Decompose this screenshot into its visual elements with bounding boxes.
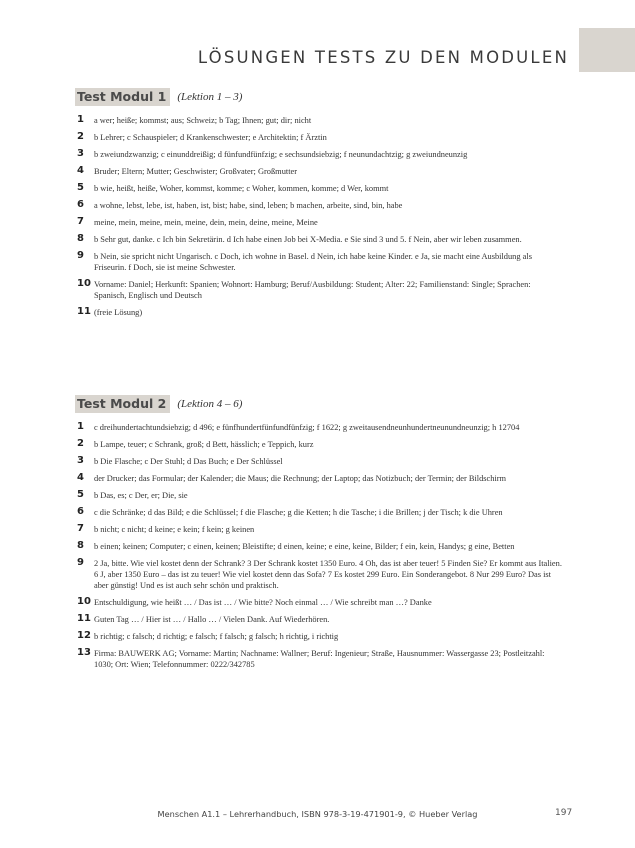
answer-item <box>75 524 565 535</box>
item-number: 8 <box>77 540 84 551</box>
answer-item <box>75 648 565 670</box>
section-title: Test Modul 1 <box>75 88 170 106</box>
item-number: 6 <box>77 506 84 517</box>
item-text: c dreihundertachtundsiebzig; d 496; e fünfhundertfünfundfünfzig; f 1622; g zweitausendneunhundertneunundneunzig; h 12704 <box>94 423 520 432</box>
item-number: 3 <box>77 455 84 466</box>
item-text: c die Schränke; d das Bild; e die Schlüssel; f die Flasche; g die Ketten; h die Tasche; i die Brillen; j der Tisch; k die Uhren <box>94 508 503 517</box>
item-number: 10 <box>77 596 91 607</box>
item-number: 9 <box>77 250 84 261</box>
item-text: a wohne, lebst, lebe, ist, haben, ist, bist; habe, sind, leben; b machen, arbeite, sind, bin, habe <box>94 201 403 210</box>
answer-item <box>75 558 565 591</box>
item-text: b zweiundzwanzig; c einunddreißig; d fünfundfünfzig; e sechsundsiebzig; f neunundachtzig; g zweiundneunzig <box>94 150 468 159</box>
answer-item <box>75 307 565 318</box>
answer-item <box>75 251 565 273</box>
item-number: 7 <box>77 523 84 534</box>
item-text: a wer; heiße; kommst; aus; Schweiz; b Tag; Ihnen; gut; dir; nicht <box>94 116 312 125</box>
item-text: meine, mein, meine, mein, meine, dein, mein, deine, meine, Meine <box>94 218 318 227</box>
item-number: 11 <box>77 306 91 317</box>
section-title: Test Modul 2 <box>75 395 170 413</box>
item-number: 3 <box>77 148 84 159</box>
answer-item <box>75 541 565 552</box>
item-number: 11 <box>77 613 91 624</box>
item-text: b Nein, sie spricht nicht Ungarisch. c Doch, ich wohne in Basel. d Nein, ich habe keine Kinder. e Ja, sie macht eine Ausbildung als Friseurin. f Doch, sie ist meine Schwester. <box>94 252 532 272</box>
item-number: 13 <box>77 647 91 658</box>
item-text: b Lampe, teuer; c Schrank, groß; d Bett, hässlich; e Teppich, kurz <box>94 440 314 449</box>
item-number: 8 <box>77 233 84 244</box>
item-number: 12 <box>77 630 91 641</box>
answer-item <box>75 631 565 642</box>
item-number: 4 <box>77 472 84 483</box>
item-text: der Drucker; das Formular; der Kalender; die Maus; die Rechnung; der Laptop; das Notizbuch; der Termin; der Bildschirm <box>94 474 507 483</box>
answer-list <box>75 115 565 318</box>
answer-item <box>75 490 565 501</box>
section-header <box>75 395 565 413</box>
item-text: 2 Ja, bitte. Wie viel kostet denn der Schrank? 3 Der Schrank kostet 1350 Euro. 4 Oh, das ist aber teuer! 5 Finden Sie? Er kommt aus Italien. 6 J, aber 1350 Euro – das ist zu teuer! Wie viel kostet denn das Sofa? 7 Es kostet 299 Euro. Ein Sonderangebot. 8 Nur 299 Euro? Das ist aber günstig! Und es ist auch sehr schön und praktisch. <box>94 559 562 590</box>
answer-item <box>75 234 565 245</box>
item-text: Bruder; Eltern; Mutter; Geschwister; Großvater; Großmutter <box>94 167 298 176</box>
answer-item <box>75 183 565 194</box>
page-title: LÖSUNGEN TESTS ZU DEN MODULEN <box>197 48 569 67</box>
page-number: 197 <box>555 808 573 818</box>
item-number: 1 <box>77 421 84 432</box>
answer-item <box>75 422 565 433</box>
item-text: Vorname: Daniel; Herkunft: Spanien; Wohnort: Hamburg; Beruf/Ausbildung: Student; Alter: 22; Familienstand: Single; Sprachen: Spanisch, Englisch und Deutsch <box>94 280 531 300</box>
answer-item <box>75 166 565 177</box>
answer-item <box>75 217 565 228</box>
answer-item <box>75 149 565 160</box>
section-test-modul-1 <box>75 88 565 324</box>
item-number: 1 <box>77 114 84 125</box>
item-text: Entschuldigung, wie heißt … / Das ist … / Wie bitte? Noch einmal … / Wie schreibt man …? Danke <box>94 598 432 607</box>
item-number: 5 <box>77 489 84 500</box>
answer-list <box>75 422 565 670</box>
answer-item <box>75 507 565 518</box>
item-text: b einen; keinen; Computer; c einen, keinen; Bleistifte; d einen, keine; e eine, keine, Bilder; f ein, kein, Handys; g eine, Betten <box>94 542 515 551</box>
item-text: b Das, es; c Der, er; Die, sie <box>94 491 188 500</box>
item-number: 7 <box>77 216 84 227</box>
item-number: 6 <box>77 199 84 210</box>
item-text: b Die Flasche; c Der Stuhl; d Das Buch; e Der Schlüssel <box>94 457 283 466</box>
answer-item <box>75 200 565 211</box>
item-number: 10 <box>77 278 91 289</box>
answer-item <box>75 439 565 450</box>
item-number: 9 <box>77 557 84 568</box>
item-text: b wie, heißt, heiße, Woher, kommst, komme; c Woher, kommen, komme; d Wer, kommt <box>94 184 389 193</box>
section-subtitle: (Lektion 1 – 3) <box>177 91 243 103</box>
answer-item <box>75 115 565 126</box>
item-text: b Sehr gut, danke. c Ich bin Sekretärin. d Ich habe einen Job bei X-Media. e Sie sind 3 und 5. f Nein, aber wir leben zusammen. <box>94 235 522 244</box>
answer-item <box>75 279 565 301</box>
chapter-tab <box>579 28 635 72</box>
answer-item <box>75 614 565 625</box>
answer-item <box>75 456 565 467</box>
answer-item <box>75 473 565 484</box>
item-text: b richtig; c falsch; d richtig; e falsch; f falsch; g falsch; h richtig, i richtig <box>94 632 339 641</box>
answer-item <box>75 597 565 608</box>
item-number: 5 <box>77 182 84 193</box>
item-text: Guten Tag … / Hier ist … / Hallo … / Vielen Dank. Auf Wiederhören. <box>94 615 330 624</box>
item-text: b Lehrer; c Schauspieler; d Krankenschwester; e Architektin; f Ärztin <box>94 133 327 142</box>
section-test-modul-2 <box>75 395 565 676</box>
item-text: b nicht; c nicht; d keine; e kein; f kein; g keinen <box>94 525 255 534</box>
section-header <box>75 88 565 106</box>
item-number: 4 <box>77 165 84 176</box>
answer-item <box>75 132 565 143</box>
item-number: 2 <box>77 438 84 449</box>
item-text: (freie Lösung) <box>94 308 143 317</box>
section-subtitle: (Lektion 4 – 6) <box>177 398 243 410</box>
footer-citation: Menschen A1.1 – Lehrerhandbuch, ISBN 978-3-19-471901-9, © Hueber Verlag <box>157 809 478 819</box>
item-text: Firma: BAUWERK AG; Vorname: Martin; Nachname: Wallner; Beruf: Ingenieur; Straße, Hausnummer: Wassergasse 23; Postleitzahl: 1030; Ort: Wien; Telefonnummer: 0222/342785 <box>94 649 545 669</box>
item-number: 2 <box>77 131 84 142</box>
